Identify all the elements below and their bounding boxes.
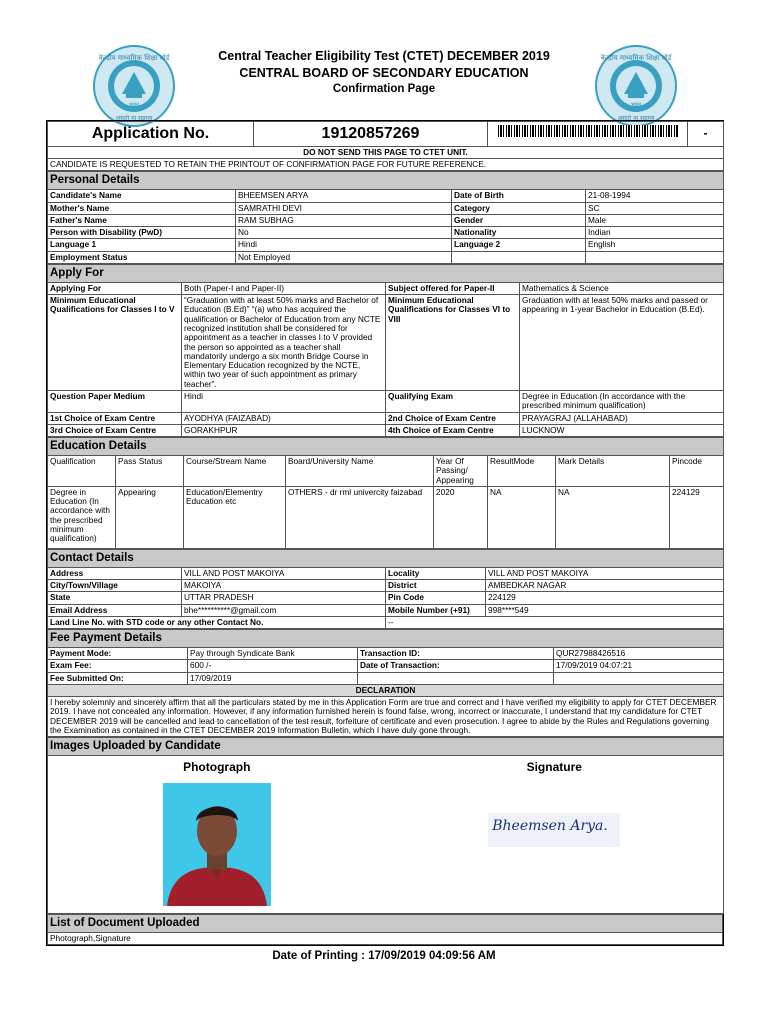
notice-do-not-send: DO NOT SEND THIS PAGE TO CTET UNIT. (48, 146, 724, 158)
contact-detail-row (48, 580, 724, 592)
signature-cell (386, 756, 724, 914)
personal-detail-row (48, 214, 724, 226)
contact-detail-label: State (48, 592, 182, 604)
personal-detail-value: RAM SUBHAG (236, 214, 452, 226)
education-cell: 224129 (670, 486, 724, 548)
education-header-row (48, 456, 724, 487)
personal-detail-value: English (586, 239, 724, 251)
cbse-logo-right (594, 44, 678, 128)
subject-value: Mathematics & Science (520, 282, 724, 294)
application-number: 19120857269 (254, 122, 488, 147)
table-row (48, 486, 724, 548)
personal-detail-label: Date of Birth (452, 190, 586, 202)
fee-detail-label: Transaction ID: (358, 648, 554, 660)
section-documents-uploaded: List of Document Uploaded (48, 915, 723, 933)
personal-detail-value: Not Employed (236, 251, 452, 263)
fee-detail-value: QUR27988426516 (554, 648, 724, 660)
barcode-icon (498, 125, 678, 137)
contact-detail-row (48, 592, 724, 604)
logo-text-top: केन्द्रीय माध्यमिक शिक्षा बोर्ड (98, 54, 170, 62)
personal-detail-value (586, 251, 724, 263)
education-cell: NA (488, 486, 556, 548)
section-contact-details: Contact Details (48, 549, 724, 567)
barcode (488, 122, 688, 147)
education-details-table (47, 437, 724, 549)
board-title: CENTRAL BOARD OF SECONDARY EDUCATION (239, 66, 529, 80)
contact-detail-label: Locality (386, 567, 486, 579)
personal-detail-label: Category (452, 202, 586, 214)
qualifying-exam-value: Degree in Education (In accordance with the prescribed minimum qualification) (520, 391, 724, 413)
candidate-signature (488, 813, 620, 847)
contact-detail-value: AMBEDKAR NAGAR (486, 580, 724, 592)
fee-detail-label: Payment Mode: (48, 648, 188, 660)
logo-text-mid: भारत (631, 102, 641, 108)
fee-detail-value (554, 672, 724, 684)
declaration-title: DECLARATION (48, 684, 724, 696)
contact-detail-label: City/Town/Village (48, 580, 182, 592)
personal-detail-value: SAMRATHI DEVI (236, 202, 452, 214)
centre-choice-3-value: GORAKHPUR (182, 424, 386, 436)
candidate-photo (163, 783, 271, 906)
page-title: Confirmation Page (332, 83, 436, 95)
section-images-uploaded: Images Uploaded by Candidate (48, 738, 724, 756)
section-apply-for: Apply For (48, 265, 724, 283)
contact-detail-label: Email Address (48, 604, 182, 616)
contact-detail-value: UTTAR PRADESH (182, 592, 386, 604)
apply-for-table (47, 264, 724, 437)
contact-detail-label: Pin Code (386, 592, 486, 604)
personal-detail-label: Employment Status (48, 251, 236, 263)
signature-label: Signature (526, 760, 582, 775)
personal-details-table (47, 171, 724, 264)
education-column-header: Board/University Name (286, 456, 434, 487)
declaration-text: I hereby solemnly and sincerely affirm that all the particulars stated by me in this Application Form are true and correct and I have verified my eligibility to apply for CTET DECEMBER 2019. I have not concealed any information. However, if any information furnished herein is found false, wrong, incorrect or inaccurate, I understand that my candidature for CTET DECEMBER 2019 will be cancelled and lead to cancellation of the test result, forfeiture of certificate and even prosecution. I agree to abide by the Rules and Regulations governing the Examination as contained in the CTET DECEMBER 2019 Information Bulletin, which I have duly gone through. (48, 697, 724, 737)
application-block (47, 121, 724, 171)
education-column-header: Mark Details (556, 456, 670, 487)
education-column-header: Year Of Passing/ Appearing (434, 456, 488, 487)
contact-detail-row (48, 567, 724, 579)
contact-details-table (47, 549, 724, 629)
fee-detail-row (48, 648, 724, 660)
signature-image-text: Bheemsen Arya. (492, 817, 608, 834)
fee-detail-label (358, 672, 554, 684)
section-fee-payment: Fee Payment Details (48, 630, 724, 648)
logo-text-mid: भारत (129, 102, 139, 108)
applying-for-value: Both (Paper-I and Paper-II) (182, 282, 386, 294)
photograph-cell (48, 756, 386, 914)
contact-detail-row (48, 604, 724, 616)
exam-title: Central Teacher Eligibility Test (CTET) DECEMBER 2019 (218, 49, 550, 63)
images-table (47, 737, 724, 914)
paper-medium-label: Question Paper Medium (48, 391, 182, 413)
contact-detail-label: Address (48, 567, 182, 579)
personal-detail-row (48, 227, 724, 239)
education-column-header: Pincode (670, 456, 724, 487)
personal-detail-label: Mother's Name (48, 202, 236, 214)
personal-detail-value: BHEEMSEN ARYA (236, 190, 452, 202)
centre-choice-3-label: 3rd Choice of Exam Centre (48, 424, 182, 436)
date-of-printing: Date of Printing : 17/09/2019 04:09:56 AM (272, 950, 496, 962)
education-column-header: Pass Status (116, 456, 184, 487)
personal-detail-value: 21-08-1994 (586, 190, 724, 202)
documents-table (47, 914, 723, 945)
application-suffix: - (688, 122, 724, 147)
personal-detail-label: Gender (452, 214, 586, 226)
personal-detail-label: Language 2 (452, 239, 586, 251)
fee-detail-value: 17/09/2019 (188, 672, 358, 684)
contact-detail-label: Mobile Number (+91) (386, 604, 486, 616)
centre-choice-1-value: AYODHYA (FAIZABAD) (182, 412, 386, 424)
centre-choice-4-label: 4th Choice of Exam Centre (386, 424, 520, 436)
application-label: Application No. (48, 122, 254, 147)
centre-choice-1-label: 1st Choice of Exam Centre (48, 412, 182, 424)
fee-detail-value: 17/09/2019 04:07:21 (554, 660, 724, 672)
contact-detail-value: bhe**********@gmail.com (182, 604, 386, 616)
personal-detail-label: Nationality (452, 227, 586, 239)
applying-for-label: Applying For (48, 282, 182, 294)
education-cell: NA (556, 486, 670, 548)
education-cell: Degree in Education (In accordance with the prescribed minimum qualification) (48, 486, 116, 548)
personal-detail-value: No (236, 227, 452, 239)
min-qualification-1-value: “Graduation with at least 50% marks and Bachelor of Education (B.Ed)” “(a) who has acquired the qualification or Bachelor of Education from any NCTE recognized institution shall be considered for appointment as a teacher in classes I to V provided the person so appointed as a teacher shall mandatorily undergo a six month Bridge Course in Elementary Education recognized by the NCTE, within two year of such appointment as primary teacher”. (182, 295, 386, 391)
contact-detail-value: VILL AND POST MAKOIYA (486, 567, 724, 579)
education-cell: 2020 (434, 486, 488, 548)
contact-detail-value: MAKOIYA (182, 580, 386, 592)
photograph-label: Photograph (183, 760, 251, 775)
education-cell: Education/Elementry Education etc (184, 486, 286, 548)
fee-detail-label: Fee Submitted On: (48, 672, 188, 684)
centre-choice-2-label: 2nd Choice of Exam Centre (386, 412, 520, 424)
landline-label: Land Line No. with STD code or any other Contact No. (48, 616, 386, 628)
personal-detail-row (48, 239, 724, 251)
fee-detail-value: 600 /- (188, 660, 358, 672)
education-column-header: Qualification (48, 456, 116, 487)
contact-detail-label: District (386, 580, 486, 592)
personal-detail-value: Hindi (236, 239, 452, 251)
personal-detail-label: Person with Disability (PwD) (48, 227, 236, 239)
fee-payment-table (47, 629, 724, 737)
personal-detail-value: Indian (586, 227, 724, 239)
section-personal-details: Personal Details (48, 172, 724, 190)
personal-detail-row (48, 251, 724, 263)
personal-detail-row (48, 202, 724, 214)
logo-text-bottom: असतो मा सद्गमय (115, 115, 153, 122)
min-qualification-1-label: Minimum Educational Qualifications for Classes I to V (48, 295, 182, 391)
min-qualification-2-value: Graduation with at least 50% marks and passed or appearing in 1-year Bachelor in Education (B.Ed). (520, 295, 724, 391)
contact-detail-value: 224129 (486, 592, 724, 604)
qualifying-exam-label: Qualifying Exam (386, 391, 520, 413)
documents-list: Photograph,Signature (48, 933, 723, 945)
landline-value: -- (386, 616, 724, 628)
logo-text-top: केन्द्रीय माध्यमिक शिक्षा बोर्ड (600, 54, 672, 62)
education-column-header: Course/Stream Name (184, 456, 286, 487)
page-header (0, 0, 768, 122)
fee-detail-label: Date of Transaction: (358, 660, 554, 672)
logo-text-bottom: असतो मा सद्गमय (617, 115, 655, 122)
contact-detail-value: VILL AND POST MAKOIYA (182, 567, 386, 579)
fee-detail-label: Exam Fee: (48, 660, 188, 672)
centre-choice-4-value: LUCKNOW (520, 424, 724, 436)
subject-label: Subject offered for Paper-II (386, 282, 520, 294)
contact-detail-value: 998****549 (486, 604, 724, 616)
section-education-details: Education Details (48, 438, 724, 456)
notice-retain: CANDIDATE IS REQUESTED TO RETAIN THE PRINTOUT OF CONFIRMATION PAGE FOR FUTURE REFERENCE. (48, 159, 724, 171)
confirmation-form (46, 120, 724, 946)
min-qualification-2-label: Minimum Educational Qualifications for Classes VI to VIII (386, 295, 520, 391)
personal-detail-label (452, 251, 586, 263)
personal-detail-value: Male (586, 214, 724, 226)
education-cell: Appearing (116, 486, 184, 548)
paper-medium-value: Hindi (182, 391, 386, 413)
personal-detail-value: SC (586, 202, 724, 214)
fee-detail-row (48, 660, 724, 672)
centre-choice-2-value: PRAYAGRAJ (ALLAHABAD) (520, 412, 724, 424)
candidate-photo-icon (163, 783, 271, 906)
personal-detail-row (48, 190, 724, 202)
education-cell: OTHERS - dr rml univercity faizabad (286, 486, 434, 548)
fee-detail-row (48, 672, 724, 684)
personal-detail-label: Father's Name (48, 214, 236, 226)
fee-detail-value: Pay through Syndicate Bank (188, 648, 358, 660)
personal-detail-label: Candidate's Name (48, 190, 236, 202)
education-column-header: ResultMode (488, 456, 556, 487)
personal-detail-label: Language 1 (48, 239, 236, 251)
